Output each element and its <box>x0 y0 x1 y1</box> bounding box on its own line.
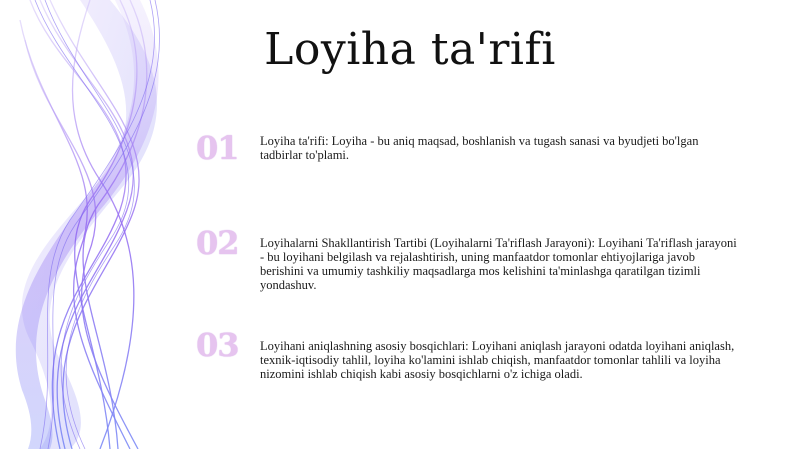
item-number: 01 <box>196 129 239 167</box>
item-text: Loyihani aniqlashning asosiy bosqichlari: Loyihani aniqlash jarayoni odatda loyihani aniqlash, texnik-iqtisodiy tahlil, loyiha ko'lamini ishlab chiqish, manfaatdor tomonlar tahlili va loyiha nizomini ishlab chiqish kabi asosiy bosqichlarni o'z ichiga oladi. <box>260 339 735 381</box>
item-text: Loyiha ta'rifi: Loyiha - bu aniq maqsad, boshlanish va tugash sanasi va byudjeti bo'lgan tadbirlar to'plami. <box>260 134 699 162</box>
item-number: 03 <box>196 326 239 364</box>
item-text: Loyihalarni Shakllantirish Tartibi (Loyihalarni Ta'riflash Jarayoni): Loyihani Ta'riflash jarayoni - bu loyihani belgilash va rejalashtirish, uning manfaatdor tomonlar ehtiyojlariga javob berishini va umumiy tashkiliy maqsadlarga mos kelishini ta'minlashga qaratilgan tizimli yondashuv. <box>260 236 737 292</box>
slide-title: Loyiha ta'rifi <box>264 24 556 75</box>
item-number: 02 <box>196 224 239 262</box>
decorative-ribbon-graphic <box>0 0 200 449</box>
